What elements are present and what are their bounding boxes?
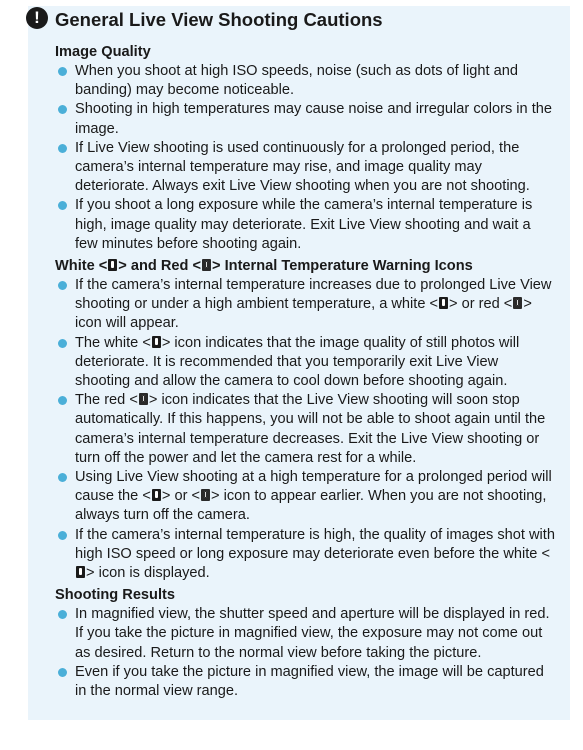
item-text: If the camera’s internal temperature increases due to prolonged Live View shooting or under a high ambient temperature, a white < — [75, 277, 552, 313]
white-temperature-warning-icon — [108, 259, 117, 271]
content — [55, 42, 555, 701]
list-item: If Live View shooting is used continuously for a prolonged period, the camera’s internal temperature may rise, and image quality may deteriorate. Always exit Live View shooting when you are not shooting. — [55, 139, 555, 197]
list-item: Shooting in high temperatures may cause noise and irregular colors in the image. — [55, 100, 555, 138]
list-item — [55, 334, 555, 392]
red-temperature-warning-icon — [139, 393, 148, 405]
caution-icon: ! — [26, 7, 48, 29]
heading-text: > and Red < — [118, 258, 202, 275]
item-text: > or < — [161, 488, 201, 505]
item-text: > or red < — [449, 296, 513, 313]
item-text: The white < — [75, 334, 151, 351]
list-item: When you shoot at high ISO speeds, noise (such as dots of light and banding) may become noticeable. — [55, 62, 555, 100]
item-text: > icon to appear earlier. When you are not shooting, always turn off the camera. — [75, 488, 547, 524]
red-temperature-warning-icon — [513, 297, 522, 309]
item-text: The red < — [75, 392, 138, 409]
section-heading-shooting-results: Shooting Results — [55, 587, 175, 604]
item-text: If the camera’s internal temperature is high, the quality of images shot with high ISO speed or long exposure may deteriorate even before the white < — [75, 526, 555, 562]
white-temperature-warning-icon — [152, 336, 161, 348]
list-item: In magnified view, the shutter speed and aperture will be displayed in red. If you take the picture in magnified view, the exposure may not come out as desired. Return to the normal view before taking the picture. — [55, 605, 555, 663]
image-quality-list — [55, 62, 555, 254]
white-temperature-warning-icon — [152, 489, 161, 501]
list-item: If you shoot a long exposure while the camera’s internal temperature is high, image quality may deteriorate. Exit Live View shooting and wait a few minutes before shooting again. — [55, 196, 555, 254]
heading-text: > Internal Temperature Warning Icons — [212, 258, 473, 275]
section-heading-temperature-icons — [55, 256, 555, 276]
section-heading-image-quality: Image Quality — [55, 44, 151, 60]
item-text: > icon indicates that the image quality of still photos will deteriorate. It is recommended that you temporarily exit Live View shooting and allow the camera to cool down before shooting again. — [75, 334, 520, 390]
shooting-results-list — [55, 605, 555, 701]
item-text: > icon indicates that the Live View shooting will soon stop automatically. If this happens, you will not be able to shoot again until the camera’s internal temperature decreases. Exit the Live View shooting or turn off the power and let the camera rest for a while. — [75, 392, 546, 466]
item-text: Using Live View shooting at a high temperature for a prolonged period will cause the < — [75, 469, 552, 505]
heading-text: White < — [55, 258, 108, 275]
list-item — [55, 526, 555, 584]
list-item: Even if you take the picture in magnified view, the image will be captured in the normal view range. — [55, 663, 555, 701]
white-temperature-warning-icon — [76, 566, 85, 578]
item-text: > icon will appear. — [75, 296, 532, 332]
temperature-icons-list — [55, 276, 555, 583]
list-item — [55, 276, 555, 334]
red-temperature-warning-icon — [201, 489, 210, 501]
red-temperature-warning-icon — [202, 259, 211, 271]
list-item — [55, 468, 555, 526]
white-temperature-warning-icon — [439, 297, 448, 309]
page-title: General Live View Shooting Cautions — [55, 9, 383, 30]
item-text: > icon is displayed. — [86, 565, 210, 582]
list-item — [55, 391, 555, 468]
